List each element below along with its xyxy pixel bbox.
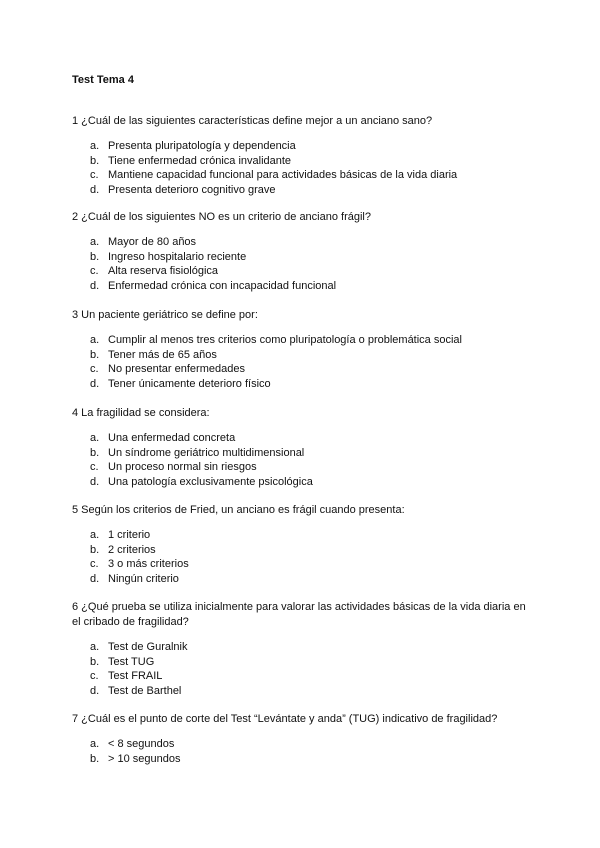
option-letter: b. [90, 154, 100, 167]
option-letter: a. [90, 641, 100, 653]
answer-option [72, 279, 532, 294]
option-text: Tener más de 65 años [108, 348, 217, 361]
option-text: 1 criterio [108, 529, 151, 541]
option-text: 2 criterios [108, 543, 156, 556]
option-list [72, 528, 532, 587]
answer-option [72, 460, 532, 475]
option-letter: d. [90, 280, 100, 293]
option-letter: d. [90, 378, 100, 391]
option-letter: a. [90, 738, 100, 750]
answer-option [72, 752, 532, 767]
answer-option [72, 640, 532, 655]
question-3 [72, 308, 532, 392]
answer-option [72, 168, 532, 183]
option-text: Ingreso hospitalario reciente [108, 250, 247, 263]
option-text: Mayor de 80 años [108, 236, 197, 248]
option-letter: c. [90, 461, 99, 474]
option-text: Tener únicamente deterioro físico [108, 378, 271, 391]
option-text: < 8 segundos [108, 738, 175, 750]
answer-option [72, 572, 532, 587]
option-letter: c. [90, 265, 99, 278]
option-letter: c. [90, 169, 99, 182]
question-text: 6 ¿Qué prueba se utiliza inicialmente para valorar las actividades básicas de la vida diaria en el cribado de fragilidad? [72, 601, 526, 628]
option-list [72, 640, 532, 699]
question-text: 7 ¿Cuál es el punto de corte del Test “Levántate y anda” (TUG) indicativo de fragilidad? [72, 713, 498, 725]
question-2 [72, 210, 532, 294]
option-letter: b. [90, 752, 100, 765]
option-letter: a. [90, 140, 100, 152]
answer-option [72, 543, 532, 558]
answer-option [72, 333, 532, 348]
option-letter: b. [90, 543, 100, 556]
answer-option [72, 446, 532, 461]
option-text: Ningún criterio [108, 573, 179, 586]
option-letter: c. [90, 670, 99, 683]
answer-option [72, 557, 532, 572]
option-text: Tiene enfermedad crónica invalidante [108, 154, 292, 167]
option-letter: d. [90, 685, 100, 698]
option-letter: a. [90, 334, 100, 346]
option-text: Un proceso normal sin riesgos [108, 461, 257, 474]
question-6 [72, 600, 532, 699]
question-text: 5 Según los criterios de Fried, un anciano es frágil cuando presenta: [72, 504, 405, 516]
question-4 [72, 406, 532, 490]
option-text: Cumplir al menos tres criterios como pluripatología o problemática social [108, 334, 462, 346]
option-letter: b. [90, 348, 100, 361]
option-list [72, 235, 532, 294]
answer-option [72, 655, 532, 670]
question-text: 1 ¿Cuál de las siguientes características define mejor a un anciano sano? [72, 115, 433, 127]
question-text: 3 Un paciente geriátrico se define por: [72, 309, 258, 321]
option-letter: a. [90, 529, 100, 541]
option-text: Enfermedad crónica con incapacidad funcional [108, 280, 337, 293]
answer-option [72, 684, 532, 699]
option-list [72, 431, 532, 490]
answer-option [72, 154, 532, 169]
answer-option [72, 348, 532, 363]
option-text: Alta reserva fisiológica [108, 265, 219, 278]
option-text: No presentar enfermedades [108, 363, 245, 376]
option-letter: b. [90, 446, 100, 459]
answer-option [72, 528, 532, 543]
option-letter: c. [90, 558, 99, 571]
option-text: Test de Guralnik [108, 641, 188, 653]
option-list [72, 737, 532, 766]
option-text: Presenta pluripatología y dependencia [108, 140, 296, 152]
answer-option [72, 669, 532, 684]
question-7 [72, 712, 532, 766]
option-text: Una enfermedad concreta [108, 432, 236, 444]
option-text: Test TUG [108, 655, 155, 668]
question-1 [72, 114, 532, 198]
answer-option [72, 139, 532, 154]
question-5 [72, 503, 532, 587]
option-text: 3 o más criterios [108, 558, 189, 571]
question-text: 2 ¿Cuál de los siguientes NO es un criterio de anciano frágil? [72, 211, 371, 223]
option-text: > 10 segundos [108, 752, 181, 765]
answer-option [72, 362, 532, 377]
option-letter: b. [90, 250, 100, 263]
question-text: 4 La fragilidad se considera: [72, 407, 210, 419]
option-text: Test FRAIL [108, 670, 163, 683]
option-text: Presenta deterioro cognitivo grave [108, 184, 276, 197]
option-text: Test de Barthel [108, 685, 182, 698]
answer-option [72, 250, 532, 265]
page-title: Test Tema 4 [72, 74, 134, 86]
option-text: Un síndrome geriátrico multidimensional [108, 446, 305, 459]
answer-option [72, 431, 532, 446]
answer-option [72, 183, 532, 198]
option-letter: d. [90, 476, 100, 489]
option-letter: d. [90, 573, 100, 586]
option-list [72, 333, 532, 392]
option-letter: a. [90, 236, 100, 248]
option-letter: a. [90, 432, 100, 444]
option-letter: d. [90, 184, 100, 197]
option-text: Una patología exclusivamente psicológica [108, 476, 313, 489]
answer-option [72, 737, 532, 752]
answer-option [72, 235, 532, 250]
option-letter: c. [90, 363, 99, 376]
option-text: Mantiene capacidad funcional para actividades básicas de la vida diaria [108, 169, 458, 182]
option-letter: b. [90, 655, 100, 668]
option-list [72, 139, 532, 198]
answer-option [72, 264, 532, 279]
answer-option [72, 377, 532, 392]
answer-option [72, 475, 532, 490]
